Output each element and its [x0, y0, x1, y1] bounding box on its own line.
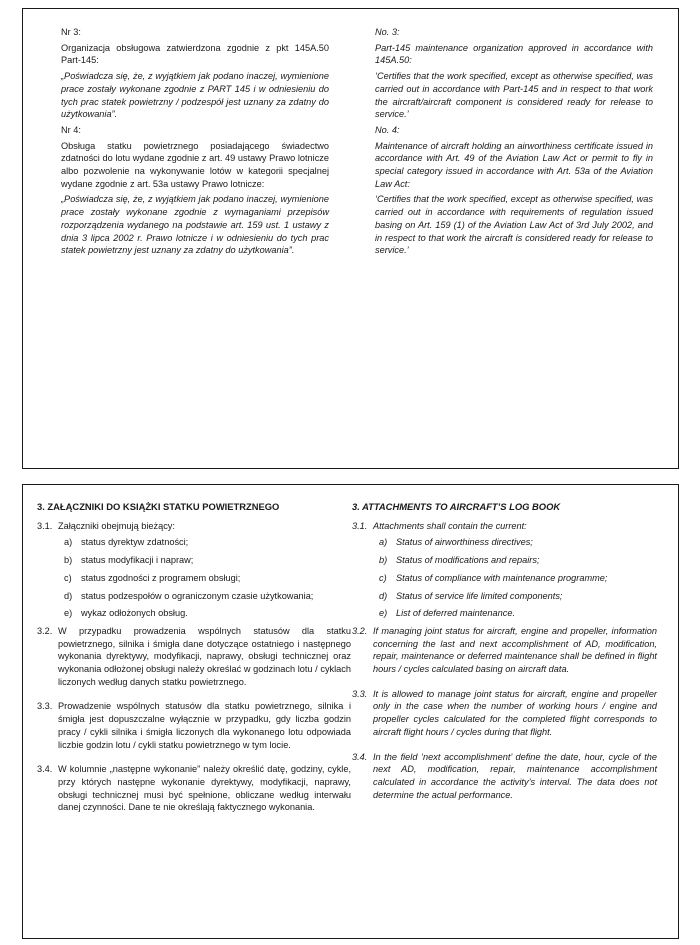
- list-item-text: Status of modifications and repairs;: [396, 555, 540, 566]
- paragraph-text: If managing joint status for aircraft, engine and propeller, information concerning the last and next accomplishment of AD, modification, repair, maintenance or deferred maintenance shall be defined in flight hours / cycles calculated basing on aircraft data.: [373, 625, 657, 675]
- list-item-text: status zgodności z programem obsługi;: [81, 572, 241, 583]
- paragraph-text: In the field ‘next accomplishment’ define the date, hour, cycle of the next AD, modification, repair, maintenance accomplishment calculated in accordance the activity’s interval. The data does not determine the actual performance.: [373, 751, 657, 800]
- list-item: [37, 607, 351, 620]
- list-item: [37, 572, 351, 585]
- list-item: [37, 536, 351, 549]
- statement-label: No. 3:: [375, 27, 400, 37]
- list-item: [37, 554, 351, 567]
- paragraph-number: 3.1.: [37, 520, 53, 531]
- paragraph-number: 3.2.: [352, 625, 368, 636]
- paragraph-number: 3.2.: [37, 625, 53, 636]
- certificate-statements-panel: [22, 8, 679, 469]
- paragraph-number: 3.1.: [352, 520, 368, 531]
- statement-quote: „Poświadcza się, że, z wyjątkiem jak podano inaczej, wymienione prace zostały wykonane zgodnie z PART 145 i w odniesieniu do tych prac statek powietrzny / podzespół jest uznany za zdatny do użytkowania”.: [61, 71, 329, 120]
- list-letter: c): [64, 572, 72, 583]
- list-letter: d): [379, 590, 388, 601]
- list-letter: b): [64, 555, 73, 566]
- statement-quote: ‘Certifies that the work specified, except as otherwise specified, was carried out in accordance with requirements of regulation issued basing on Art. 159 (1) of the Aviation Law Act of 3rd July 2002, and in respect to that work the aircraft is considered ready for release to service.’: [375, 194, 653, 256]
- paragraph-3-2: [352, 625, 657, 676]
- section-heading: 3. ATTACHMENTS TO AIRCRAFT’S LOG BOOK: [352, 501, 561, 512]
- list-item-text: List of deferred maintenance.: [396, 608, 515, 619]
- list-letter: c): [379, 572, 387, 583]
- paragraph-text: W kolumnie „następne wykonanie” należy określić datę, godziny, cykle, przy których następne wykonanie dyrektywy, modyfikacji, naprawy, obsługi technicznej musi być spełnione, obliczane według interwału danej czynności. Dane te nie określają faktycznego wykonania.: [58, 764, 351, 813]
- section-heading: 3. ZAŁĄCZNIKI DO KSIĄŻKI STATKU POWIETRZNEGO: [37, 501, 280, 512]
- paragraph-3-4: [37, 763, 351, 814]
- list-letter: e): [64, 608, 73, 619]
- list-item: [352, 572, 657, 585]
- statement-heading: Organizacja obsługowa zatwierdzona zgodnie z pkt 145A.50 Part-145:: [61, 42, 329, 66]
- paragraph-3-2: [37, 625, 351, 689]
- paragraph-number: 3.3.: [352, 688, 368, 699]
- statement-quote: ‘Certifies that the work specified, except as otherwise specified, was carried out in accordance with Part-145 and in respect to that work the aircraft/aircraft component is considered ready for release to service.’: [375, 71, 653, 120]
- list-item: [352, 607, 657, 620]
- list-item: [352, 554, 657, 567]
- paragraph-text: It is allowed to manage joint status for aircraft, engine and propeller only in the case when the number of working hours / engine and propeller cycles calculated for the completed flight corresponds to aircraft flight hours / cycles during that flight.: [373, 688, 657, 737]
- statement-heading: Part-145 maintenance organization approved in accordance with 145A.50:: [375, 42, 653, 66]
- paragraph-text: Attachments shall contain the current:: [373, 520, 527, 531]
- paragraph-text: Prowadzenie wspólnych statusów dla statku powietrznego, silnika i śmigła jest dopuszczalne wyłącznie w przypadku, gdy liczba godzin pracy / cykli silnika i śmigła liczonych dla wykonanego lotu odpowiada liczbie godzin lotu / cykli statku powietrznego w tym locie.: [58, 701, 351, 750]
- paragraph-3-4: [352, 751, 657, 802]
- paragraph-3-1: [37, 520, 351, 533]
- paragraph-3-3: [37, 700, 351, 751]
- statement-quote: „Poświadcza się, że, z wyjątkiem jak podano inaczej, wymienione prace zostały wykonane zgodnie z wymaganiami przepisów rozporządzenia wydanego na podstawie art. 159 ust. 1 ustawy z dnia 3 lipca 2002 r. Prawo lotnicze i w odniesieniu do tych prac statek powietrzny jest uznany za zdatny do użytkowania”.: [61, 194, 329, 256]
- polish-column: [37, 501, 351, 818]
- list-item: [37, 590, 351, 603]
- list-letter: b): [379, 555, 388, 566]
- attachments-section-panel: [22, 484, 679, 939]
- polish-column: [61, 26, 329, 260]
- list-item-text: Status of airworthiness directives;: [396, 537, 533, 548]
- list-item-text: Status of service life limited components;: [396, 590, 563, 601]
- list-item: [352, 590, 657, 603]
- list-letter: d): [64, 590, 73, 601]
- list-item-text: Status of compliance with maintenance programme;: [396, 572, 608, 583]
- paragraph-3-3: [352, 688, 657, 739]
- statement-label: Nr 4:: [61, 124, 81, 135]
- list-letter: a): [379, 537, 388, 548]
- statement-label: No. 4:: [375, 124, 400, 135]
- statement-heading: Maintenance of aircraft holding an airworthiness certificate issued in accordance with Art. 49 of the Aviation Law Act or permit to fly in special category issued in accordance with Art. 53a of the Aviation Law Act:: [375, 140, 653, 189]
- paragraph-text: W przypadku prowadzenia wspólnych statusów dla statku powietrznego, silnika i śmigła dane dotyczące ostatniego i następnego wykonania dyrektywy, modyfikacji, naprawy, obsługi technicznej oraz wykonania odłożonej obsługi należy określać w godzinach lotu / cyklach liczonych według danych statku powietrznego.: [58, 625, 351, 687]
- english-column: [352, 501, 657, 805]
- statement-label: Nr 3:: [61, 27, 81, 37]
- list-item: [352, 536, 657, 549]
- list-letter: e): [379, 608, 388, 619]
- list-item-text: status dyrektyw zdatności;: [81, 537, 189, 548]
- english-column: [375, 26, 653, 260]
- paragraph-number: 3.4.: [352, 751, 368, 762]
- paragraph-number: 3.4.: [37, 764, 53, 775]
- paragraph-number: 3.3.: [37, 701, 53, 712]
- list-item-text: wykaz odłożonych obsług.: [81, 608, 188, 619]
- list-item-text: status modyfikacji i napraw;: [81, 555, 194, 566]
- paragraph-text: Załączniki obejmują bieżący:: [58, 520, 175, 531]
- list-letter: a): [64, 537, 73, 548]
- statement-heading: Obsługa statku powietrznego posiadającego świadectwo zdatności do lotu wydane zgodnie z art. 49 ustawy Prawo lotnicze albo pozwolenie na wykonywanie lotów w kategorii specjalnej wydane zgodnie z art. 53a ustawy Prawo lotnicze:: [61, 140, 329, 189]
- list-item-text: status podzespołów o ograniczonym czasie użytkowania;: [81, 590, 314, 601]
- paragraph-3-1: [352, 520, 657, 533]
